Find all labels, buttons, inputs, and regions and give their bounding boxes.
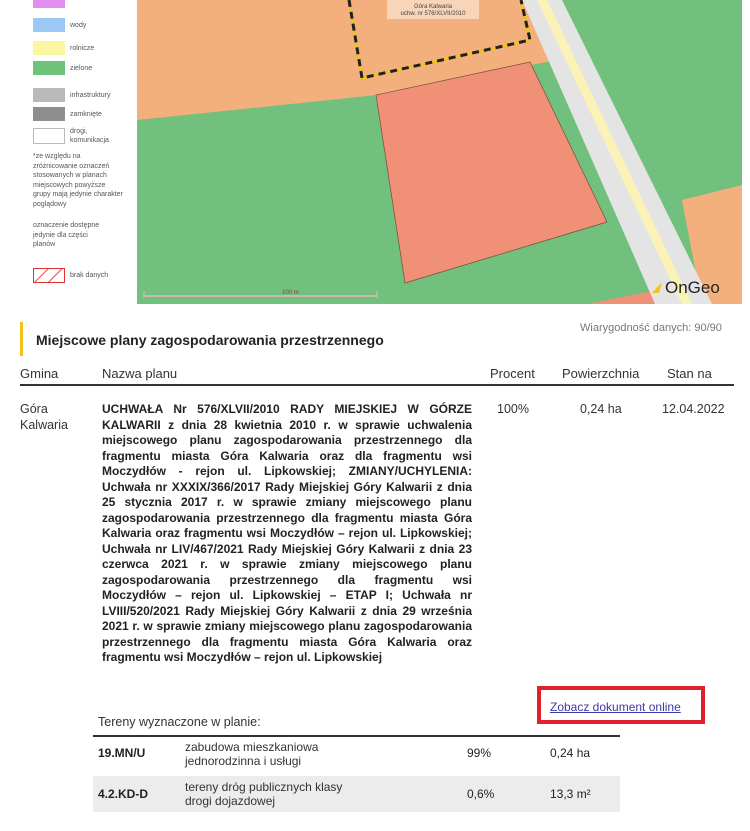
col-area: Powierzchnia <box>562 366 640 381</box>
cell-date: 12.04.2022 <box>662 402 725 416</box>
header-divider <box>20 384 734 386</box>
scale-label: 100 m <box>282 290 299 296</box>
cell-area: 0,24 ha <box>580 402 622 416</box>
area-desc: tereny dróg publicznych klasy drogi dojazdowej <box>185 780 343 808</box>
cell-gmina: Góra Kalwaria <box>20 402 68 432</box>
legend-swatch <box>33 41 65 55</box>
legend-swatch <box>33 88 65 102</box>
cell-percent: 100% <box>497 402 529 416</box>
area-code: 4.2.KD-D <box>98 787 149 801</box>
section-accent <box>20 322 23 356</box>
area-row <box>93 776 620 812</box>
map-view[interactable] <box>137 0 742 304</box>
legend-note: *ze względu na zróżnicowanie oznaczeń stosowanych w planach miejscowych powyższe grupy mają jedynie charakter poglądowy <box>33 153 123 208</box>
col-plan-name: Nazwa planu <box>102 366 178 381</box>
legend-label: rolnicze <box>70 45 95 52</box>
brand-logo: OnGeo <box>665 278 720 297</box>
map-label-line2: uchw. nr 576/XLVII/2010 <box>400 11 466 17</box>
col-gmina: Gmina <box>20 366 59 381</box>
cell-plan-name: UCHWAŁA Nr 576/XLVII/2010 RADY MIEJSKIEJ W GÓRZE KALWARII z dnia 28 kwietnia 2010 r. w sprawie uchwalenia miejscowego planu zagospodarowania przestrzennego dla fragmentu miasta Góra Kalwaria oraz dla fragmentu wsi Moczydłów - rejon ul. Lipkowskiej; ZMIANY/UCHYLENIA: Uchwała nr XXXIX/366/2017 Rady Miejskiej Góry Kalwarii z dnia 25 stycznia 2017 r. w sprawie zmiany miejscowego planu zagospodarowania przestrzennego dla fragmentu miasta Góra Kalwaria oraz fragmentu wsi Moczydłów – rejon ul. Lipkowskiej; Uchwała nr LIV/467/2021 Rady Miejskiej Góry Kalwarii z dnia 23 czerwca 2021 r. w sprawie zmiany miejscowego planu zagospodarowania przestrzennego dla fragmentu wsi Moczydłów – rejon ul. Lipkowskiej – ETAP I; Uchwała nr LVIII/520/2021 Rady Miejskiej Góry Kalwarii z dnia 29 września 2021 r. w sprawie zmiany miejscowego planu zagospodarowania przestrzennego dla fragmentu miasta Góra Kalwaria oraz fragmentu wsi Moczydłów – rejon ul. Lipkowskiej <box>102 402 472 664</box>
area-desc: zabudowa mieszkaniowa jednorodzinna i usługi <box>185 740 319 768</box>
area-row <box>93 737 620 773</box>
legend-swatch <box>33 107 65 121</box>
legend-swatch <box>33 61 65 75</box>
legend-label: wody <box>70 22 87 29</box>
legend-label: zamknięte <box>70 111 102 118</box>
map-label-line1: Góra Kalwaria <box>413 4 453 10</box>
col-date: Stan na <box>667 366 712 381</box>
area-pct: 99% <box>467 746 492 760</box>
legend-label: brak danych <box>70 272 109 279</box>
legend-swatch <box>33 0 65 8</box>
area-pct: 0,6% <box>467 787 495 801</box>
col-percent: Procent <box>490 366 535 381</box>
section-title: Miejscowe plany zagospodarowania przestrzennego <box>36 332 384 348</box>
areas-label: Tereny wyznaczone w planie: <box>98 715 261 729</box>
area-code: 19.MN/U <box>98 746 146 760</box>
area-size: 0,24 ha <box>550 746 591 760</box>
legend-label: zielone <box>70 65 93 72</box>
view-document-online-link[interactable]: Zobacz dokument online <box>550 700 681 714</box>
legend-label: infrastruktury <box>70 92 111 99</box>
no-data-swatch <box>33 268 65 283</box>
data-reliability: Wiarygodność danych: 90/90 <box>580 322 722 334</box>
legend-swatch <box>33 18 65 32</box>
legend-swatch <box>33 128 65 144</box>
legend-label: drogi, komunikacja <box>70 128 109 144</box>
area-size: 13,3 m² <box>550 787 591 801</box>
legend-note: oznaczenie dostępne jedynie dla części planów <box>33 222 100 248</box>
map-canvas <box>137 0 742 304</box>
